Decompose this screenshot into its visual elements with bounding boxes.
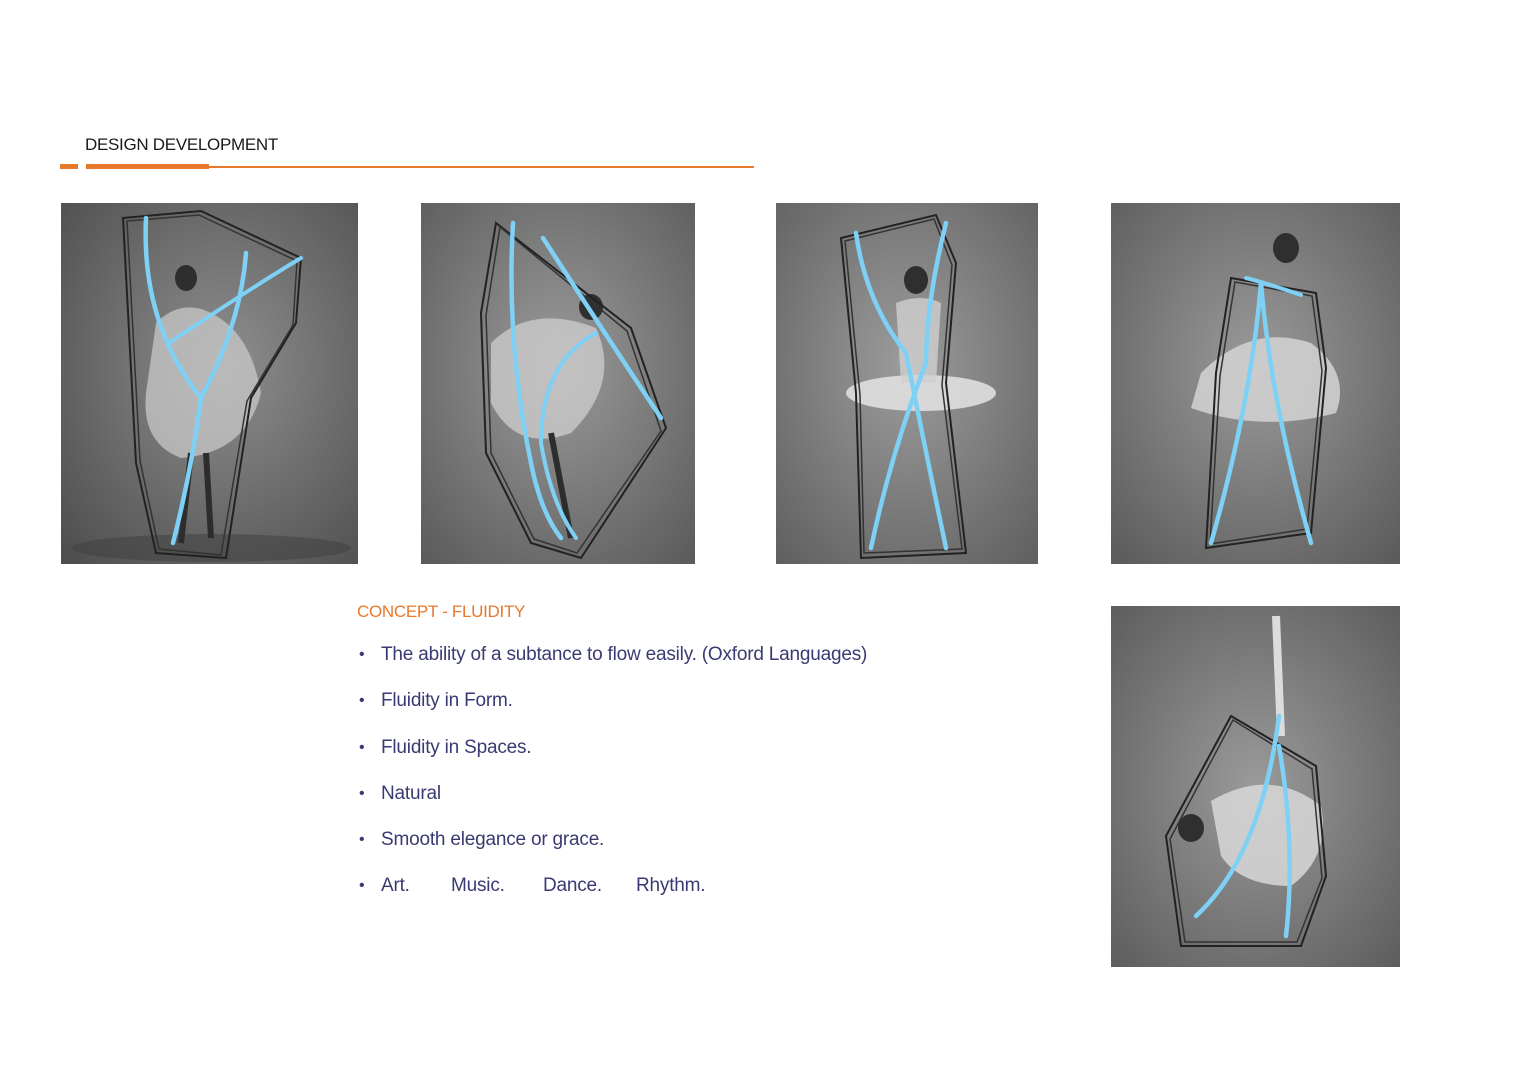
- header-rule-accent: [86, 164, 209, 169]
- bullet-dot-icon: •: [359, 784, 365, 802]
- list-item: [357, 780, 867, 826]
- ballerina-arabesque-photo: [61, 203, 358, 564]
- bullet-text: The ability of a subtance to flow easily. (Oxford Languages): [381, 644, 868, 665]
- dance-word: Dance.: [543, 875, 603, 897]
- bullet-dot-icon: •: [359, 692, 365, 710]
- ballerina-sketch-icon: [1111, 203, 1400, 564]
- music-word: Music.: [451, 875, 505, 897]
- concept-bullet-list: [357, 641, 867, 919]
- ballerina-sketch-icon: [61, 203, 358, 564]
- ballerina-sketch-icon: [776, 203, 1038, 564]
- bullet-text: Fluidity in Spaces.: [381, 736, 532, 758]
- bullet-text: Natural: [381, 782, 441, 804]
- bullet-dot-icon: •: [359, 738, 365, 756]
- ballerina-arms-raised-photo: [776, 203, 1038, 564]
- list-item: [357, 734, 867, 780]
- ballerina-sketch-icon: [421, 203, 695, 564]
- page-title: DESIGN DEVELOPMENT: [85, 135, 278, 154]
- bullet-text: Smooth elegance or grace.: [381, 829, 605, 851]
- ballerina-sketch-icon: [1111, 606, 1400, 967]
- bullet-dot-icon: •: [359, 831, 365, 849]
- list-item: [357, 826, 867, 872]
- list-item: [357, 687, 867, 733]
- rhythm-word: Rhythm.: [636, 875, 706, 897]
- list-item: [357, 872, 867, 918]
- bullet-dot-icon: •: [359, 877, 365, 895]
- ballerina-bending-photo: [421, 203, 695, 564]
- list-item: [357, 641, 867, 687]
- concept-title: CONCEPT - FLUIDITY: [357, 602, 526, 621]
- ballerina-standing-photo: [1111, 203, 1400, 564]
- bullet-dot-icon: •: [359, 646, 365, 663]
- header-rule-dash: [60, 164, 78, 169]
- bullet-text: Fluidity in Form.: [381, 690, 513, 712]
- ballerina-split-backbend-photo: [1111, 606, 1400, 967]
- art-word: Art.: [381, 875, 410, 897]
